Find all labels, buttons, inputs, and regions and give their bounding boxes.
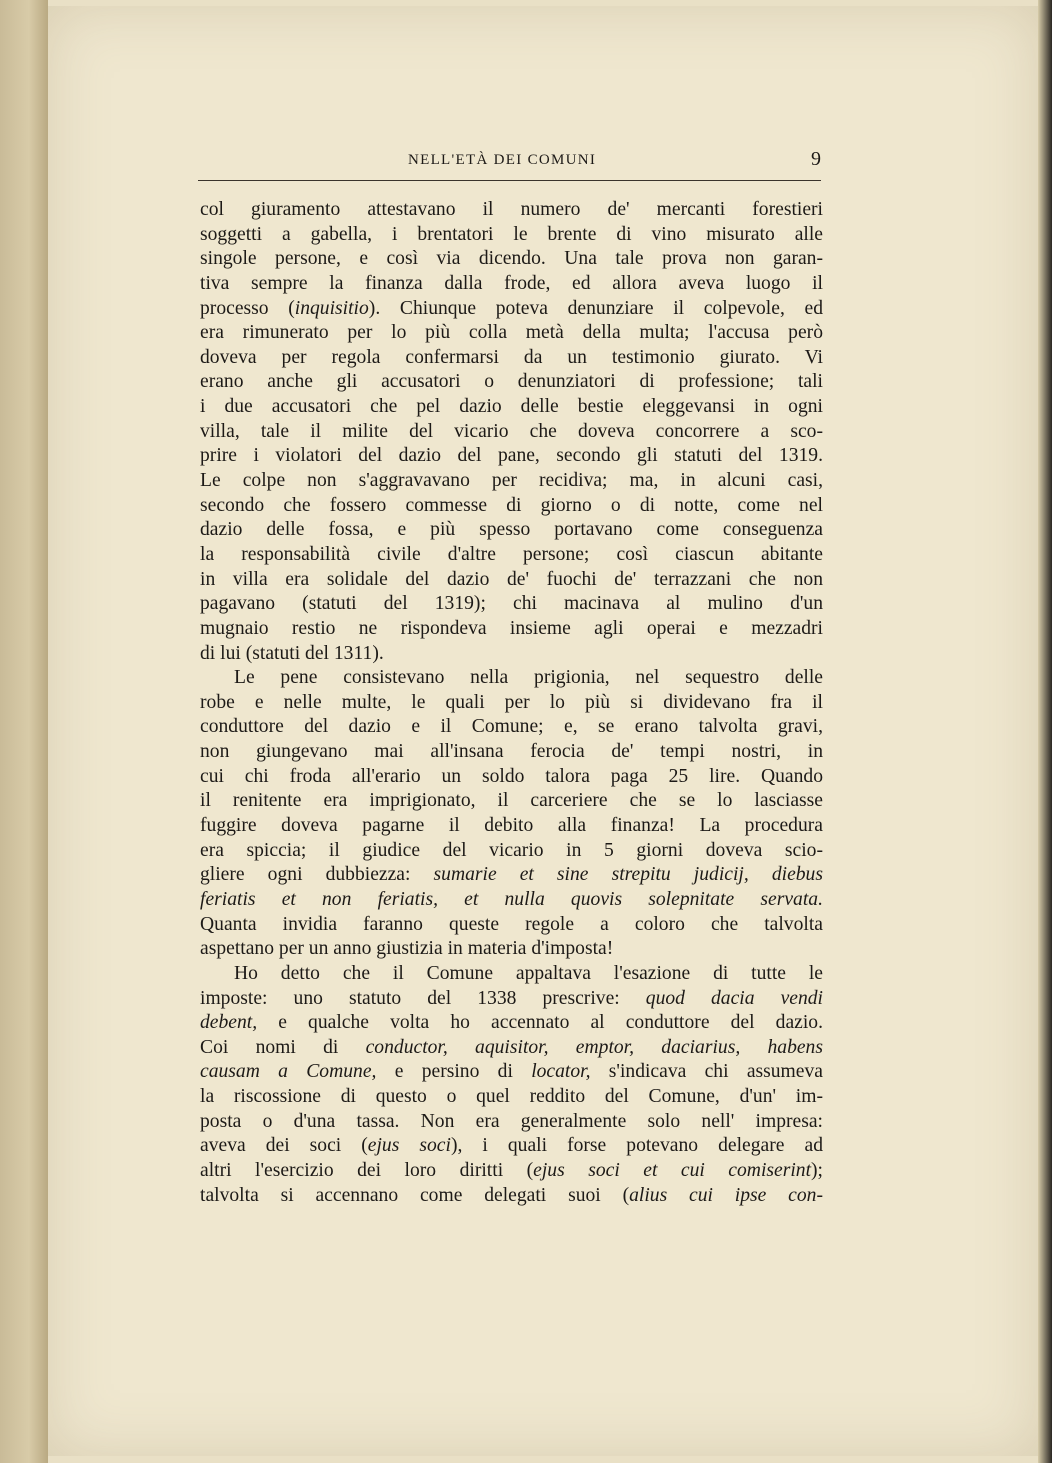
latin-phrase: inquisitio: [294, 297, 369, 319]
text-line: [200, 1110, 823, 1135]
text-line: [200, 888, 823, 913]
text-run: posta o d'una tassa. Non era generalmente solo nell' impresa:: [200, 1110, 823, 1132]
text-run: Coi nomi di: [200, 1036, 366, 1058]
latin-phrase: conductor, aquisitor, emptor, daciarius, habens: [365, 1036, 823, 1058]
text-line: [200, 543, 823, 568]
text-line: [200, 1184, 823, 1209]
text-line: [200, 642, 823, 667]
text-line: [200, 987, 823, 1012]
latin-phrase: feriatis et non feriatis, et nulla quovis solepnitate servata.: [200, 888, 823, 910]
text-line: [200, 1159, 823, 1184]
text-run: gliere ogni dubbiezza:: [200, 864, 434, 886]
text-run: in villa era solidale del dazio de' fuochi de' terrazzani che non: [200, 568, 823, 590]
text-run: doveva per regola confermarsi da un testimonio giurato. Vi: [200, 346, 823, 368]
text-line: [200, 1011, 823, 1036]
text-line: [200, 370, 823, 395]
page-header: [198, 150, 821, 176]
text-line: [200, 1134, 823, 1159]
text-run: col giuramento attestavano il numero de' mercanti forestieri: [200, 199, 823, 220]
latin-phrase: quod dacia vendi: [645, 987, 824, 1009]
text-run: s'indicava chi assumeva: [590, 1061, 823, 1083]
text-line: [200, 1060, 823, 1085]
text-run: villa, tale il milite del vicario che doveva concorrere a sco-: [200, 420, 823, 442]
text-line: [200, 937, 823, 962]
text-run: ). Chiunque poteva denunziare il colpevole, ed: [368, 297, 823, 319]
text-run: imposte: uno statuto del 1338 prescrive:: [200, 987, 646, 1009]
text-line: [200, 863, 823, 888]
text-run: e persino di: [376, 1061, 532, 1083]
text-line: [200, 765, 823, 790]
text-run: fuggire doveva pagarne il debito alla finanza! La procedura: [200, 815, 823, 837]
text-run: era rimunerato per lo più colla metà della multa; l'accusa però: [200, 322, 823, 344]
text-run: pagavano (statuti del 1319); chi macinava al mulino d'un: [200, 593, 823, 615]
text-line: [200, 469, 823, 494]
body-text: [200, 198, 823, 1208]
text-line: [200, 223, 823, 248]
text-line: [200, 494, 823, 519]
text-line: [200, 346, 823, 371]
text-run: aveva dei soci (: [200, 1135, 368, 1157]
text-line: [200, 518, 823, 543]
text-line: [200, 568, 823, 593]
latin-phrase: debent,: [200, 1012, 258, 1034]
text-line: [200, 789, 823, 814]
text-run: );: [811, 1159, 823, 1181]
text-run: il renitente era imprigionato, il carceriere che se lo lasciasse: [200, 790, 823, 812]
text-run: la riscossione di questo o quel reddito del Comune, d'un' im-: [200, 1086, 823, 1108]
text-line: [200, 740, 823, 765]
latin-phrase: ejus soci et cui comiserint: [533, 1159, 812, 1181]
text-line: [200, 691, 823, 716]
text-run: Le colpe non s'aggravavano per recidiva; ma, in alcuni casi,: [200, 470, 823, 492]
text-run: non giungevano mai all'insana ferocia de' tempi nostri, in: [200, 741, 823, 763]
latin-phrase: locator,: [531, 1061, 591, 1083]
text-run: era spiccia; il giudice del vicario in 5 giorni doveva scio-: [200, 839, 823, 861]
page-number: 9: [811, 148, 821, 170]
text-run: altri l'esercizio dei loro diritti (: [200, 1159, 534, 1181]
text-run: processo (: [200, 297, 295, 319]
text-run: robe e nelle multe, le quali per lo più si dividevano fra il: [200, 691, 823, 713]
text-line: [200, 321, 823, 346]
text-run: aspettano per un anno giustizia in materia d'imposta!: [200, 938, 614, 960]
text-line: [200, 814, 823, 839]
text-run: Ho detto che il Comune appaltava l'esazione di tutte le: [234, 962, 823, 984]
text-run: talvolta si accennano come delegati suoi (: [200, 1184, 630, 1206]
text-line: [200, 198, 823, 223]
text-run: dazio delle fossa, e più spesso portavano come conseguenza: [200, 519, 823, 541]
text-run: i due accusatori che pel dazio delle bestie eleggevansi in ogni: [200, 396, 823, 418]
text-run: soggetti a gabella, i brentatori le brente di vino misurato alle: [200, 223, 823, 245]
latin-phrase: alius cui ipse con-: [629, 1184, 823, 1206]
text-line: [200, 715, 823, 740]
latin-phrase: causam a Comune,: [200, 1061, 377, 1083]
text-line: [200, 247, 823, 272]
text-line: [200, 444, 823, 469]
text-run: cui chi froda all'erario un soldo talora paga 25 lire. Quando: [200, 765, 823, 787]
page-edge: [1038, 0, 1052, 1463]
text-line: [200, 962, 823, 987]
text-run: Le pene consistevano nella prigionia, nel sequestro delle: [234, 667, 823, 689]
text-line: [200, 1085, 823, 1110]
text-line: [200, 839, 823, 864]
latin-phrase: ejus soci: [367, 1135, 451, 1157]
text-line: [200, 395, 823, 420]
text-run: tiva sempre la finanza dalla frode, ed allora aveva luogo il: [200, 272, 823, 294]
text-run: mugnaio restio ne rispondeva insieme agli operai e mezzadri: [200, 617, 823, 639]
text-line: [200, 666, 823, 691]
text-line: [200, 272, 823, 297]
text-run: erano anche gli accusatori o denunziatori di professione; tali: [200, 371, 823, 393]
text-run: e qualche volta ho accennato al conduttore del dazio.: [257, 1012, 823, 1034]
text-line: [200, 617, 823, 642]
header-rule: [198, 180, 821, 181]
latin-phrase: sumarie et sine strepitu judicij, diebus: [433, 864, 823, 886]
text-run: la responsabilità civile d'altre persone; così ciascun abitante: [200, 543, 823, 565]
text-run: secondo che fossero commesse di giorno o di notte, come nel: [200, 494, 823, 516]
text-run: ), i quali forse potevano delegare ad: [450, 1135, 823, 1157]
text-line: [200, 1036, 823, 1061]
text-line: [200, 592, 823, 617]
text-run: conduttore del dazio e il Comune; e, se erano talvolta gravi,: [200, 716, 823, 738]
book-spine: [0, 0, 48, 1463]
text-line: [200, 913, 823, 938]
text-run: singole persone, e così via dicendo. Una tale prova non garan-: [200, 248, 823, 270]
text-line: [200, 297, 823, 322]
running-title: NELL'ETÀ DEI COMUNI: [408, 152, 597, 168]
text-run: di lui (statuti del 1311).: [200, 642, 384, 664]
text-run: prire i violatori del dazio del pane, secondo gli statuti del 1319.: [200, 445, 823, 467]
text-run: Quanta invidia faranno queste regole a coloro che talvolta: [200, 913, 823, 935]
text-line: [200, 420, 823, 445]
